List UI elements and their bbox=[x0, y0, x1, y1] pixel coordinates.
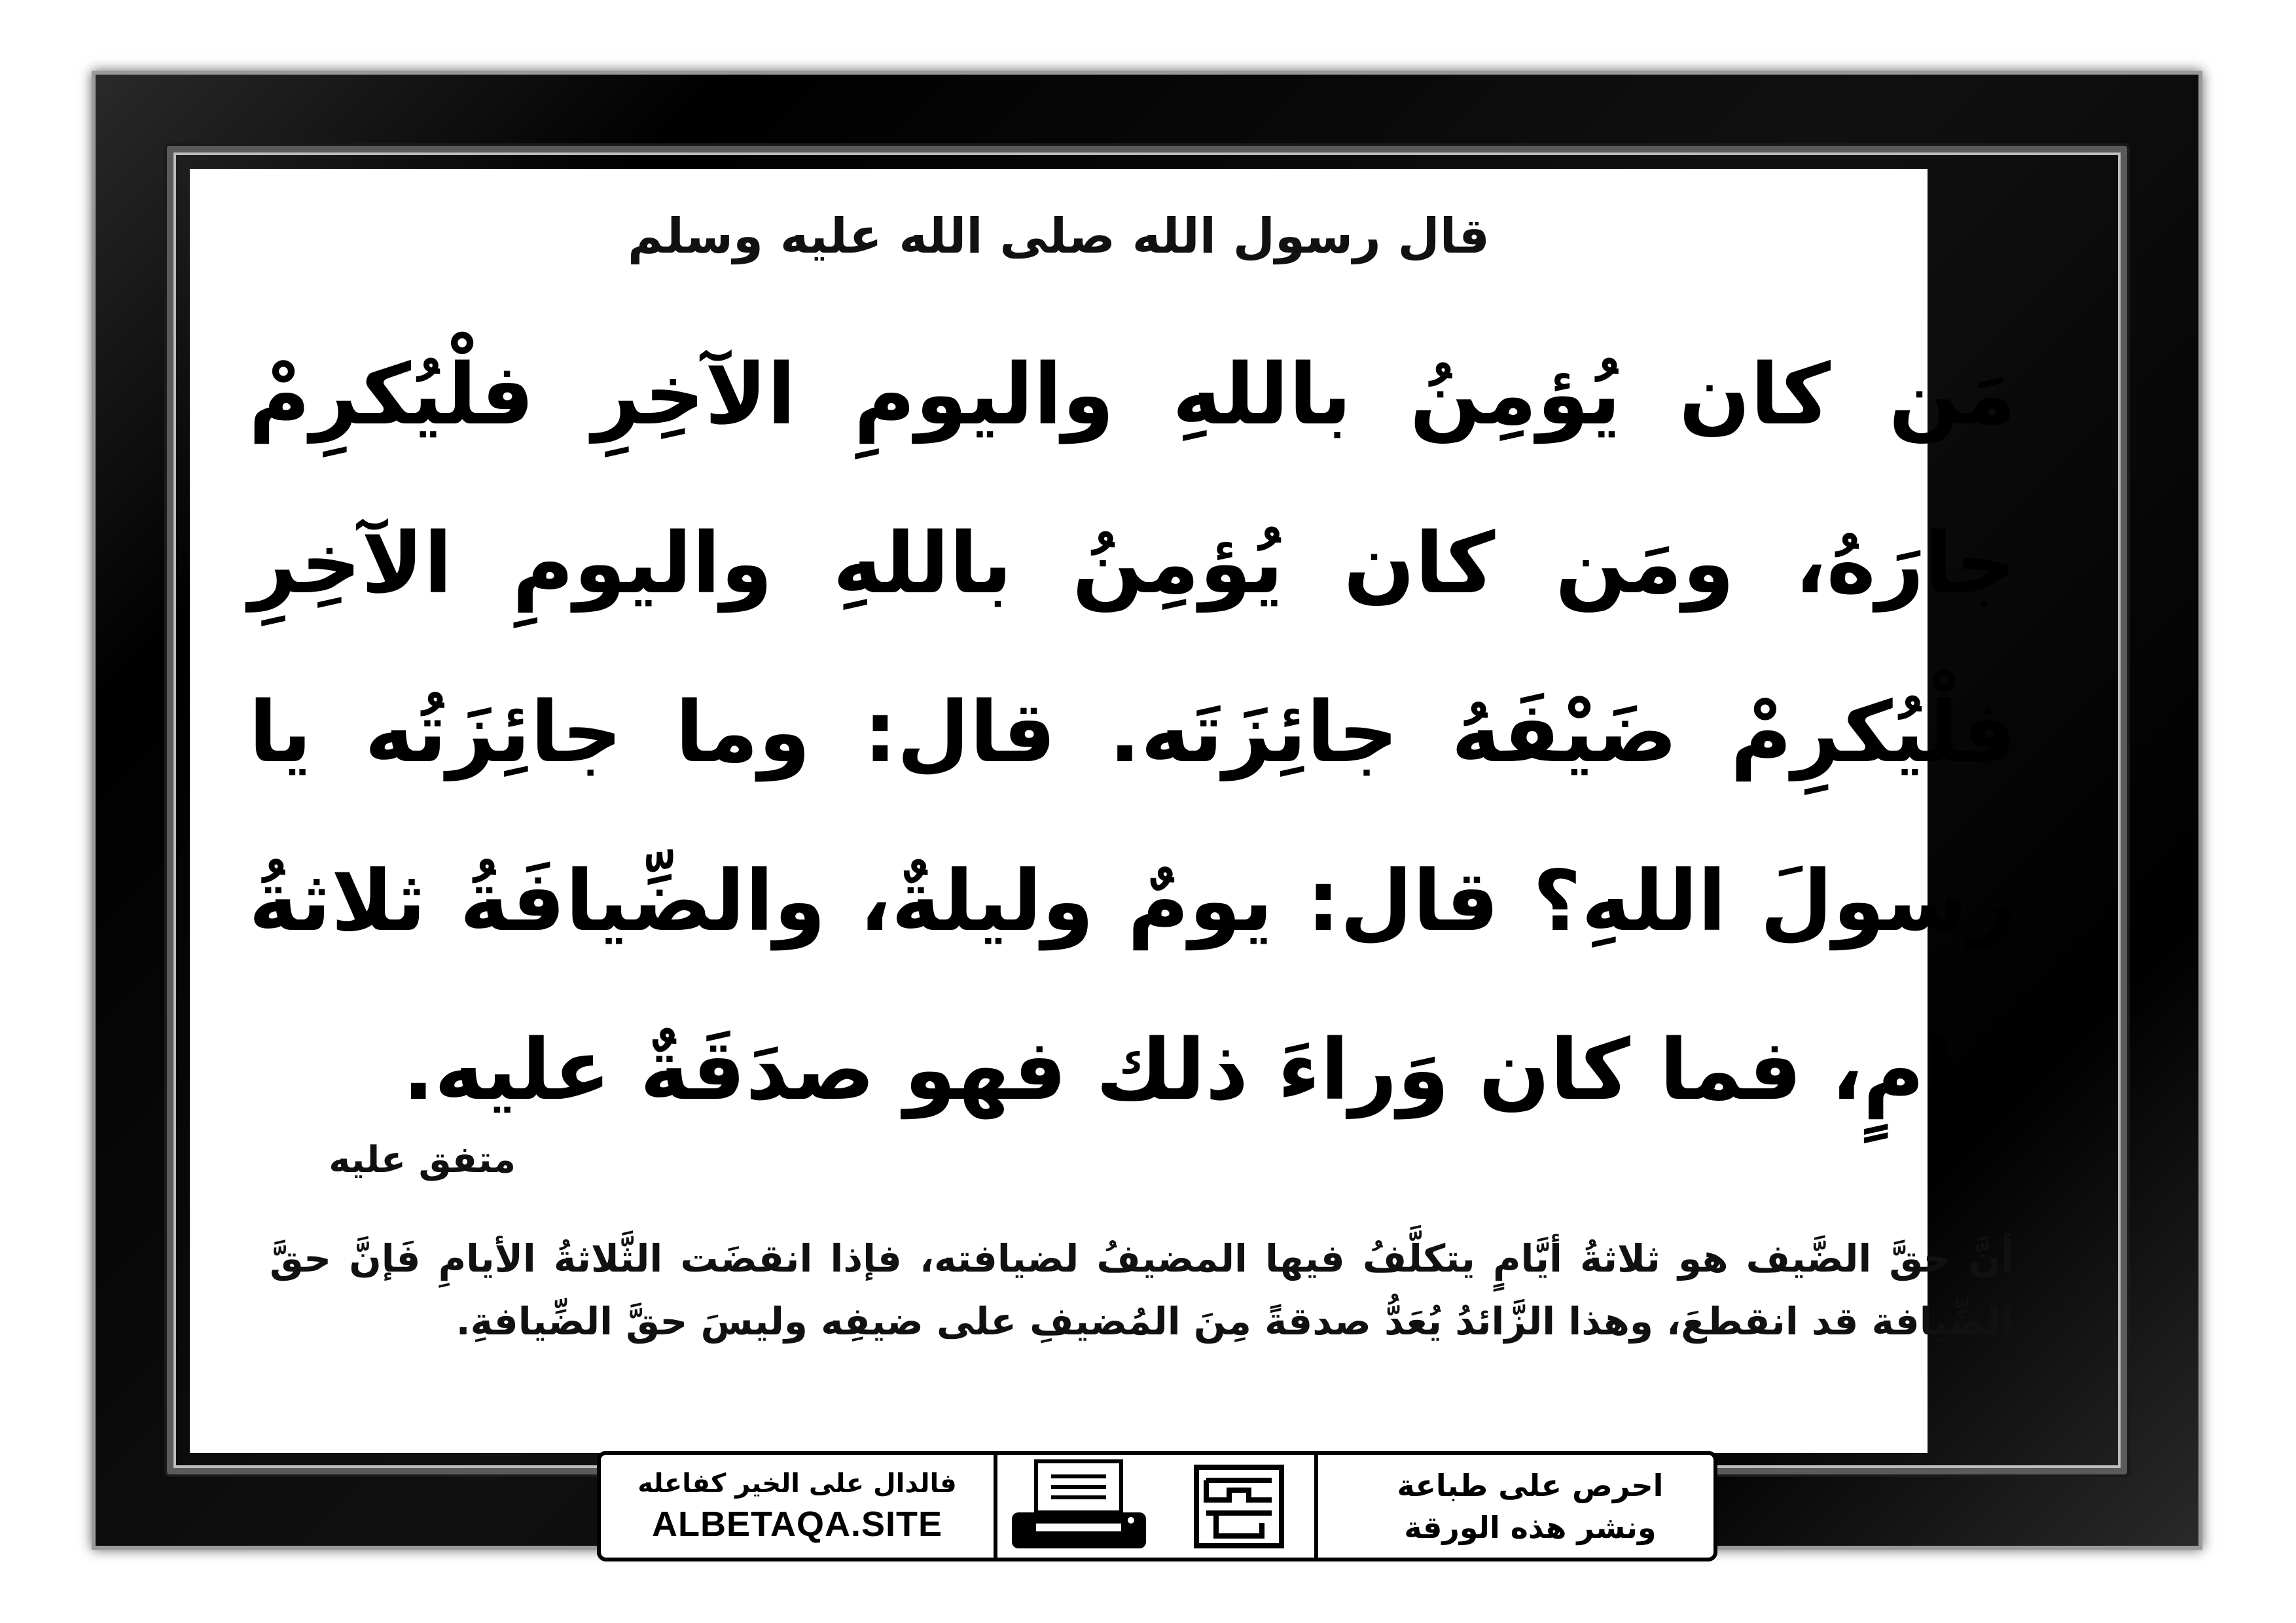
page-title: قال رسول الله صلى الله عليه وسلم bbox=[628, 208, 1490, 264]
logo-block bbox=[1164, 1455, 1314, 1558]
site-link[interactable]: ALBETAQA.SITE bbox=[652, 1504, 942, 1544]
footer-site-block bbox=[601, 1455, 994, 1558]
footer-divider bbox=[994, 1455, 997, 1558]
hadith-source: متفق عليه bbox=[329, 1139, 516, 1181]
print-note-line2: ونشر هذه الورقة bbox=[1404, 1509, 1657, 1545]
explanation-text: أنَّ حقَّ الضَّيف هو ثلاثةُ أيَّامٍ يتكلَّفُ فيها المضيفُ لضيافته، فإذا انقضَت الثَّلاثةُ الأيامِ فَإنَّ حقَّ الضِّيافة قد انقطعَ، وهذا الزَّائدُ يُعَدُّ صدقةً مِنَ المُضيفِ على ضيفِه وليسَ حقَّ الضِّيافةِ. bbox=[270, 1236, 2014, 1344]
hadith-text: مَن كان يُؤمِنُ باللهِ واليومِ الآخِرِ فلْيُكرِمْ جارَهُ، ومَن كان يُؤمِنُ باللهِ واليومِ الآخِرِ فلْيُكرِمْ ضَيْفَهُ جائِزَتَه. قال: وما جائِزَتُه يا رسولَ اللهِ؟ قال: يومٌ وليلةٌ، والضِّيافَةُ ثلاثةُ أيامٍ، فما كان وَراءَ ذلك فهو صدَقَةٌ عليه. bbox=[249, 346, 2016, 1119]
logo-icon bbox=[1190, 1461, 1288, 1552]
print-note-line1: احرص على طباعة bbox=[1397, 1467, 1664, 1503]
footer-bar bbox=[597, 1451, 1717, 1561]
printer-icon bbox=[1000, 1455, 1164, 1558]
footer-slogan: فالدال على الخير كفاعله bbox=[637, 1468, 957, 1499]
footer-print-note bbox=[1347, 1455, 1713, 1558]
footer-divider bbox=[1314, 1455, 1318, 1558]
